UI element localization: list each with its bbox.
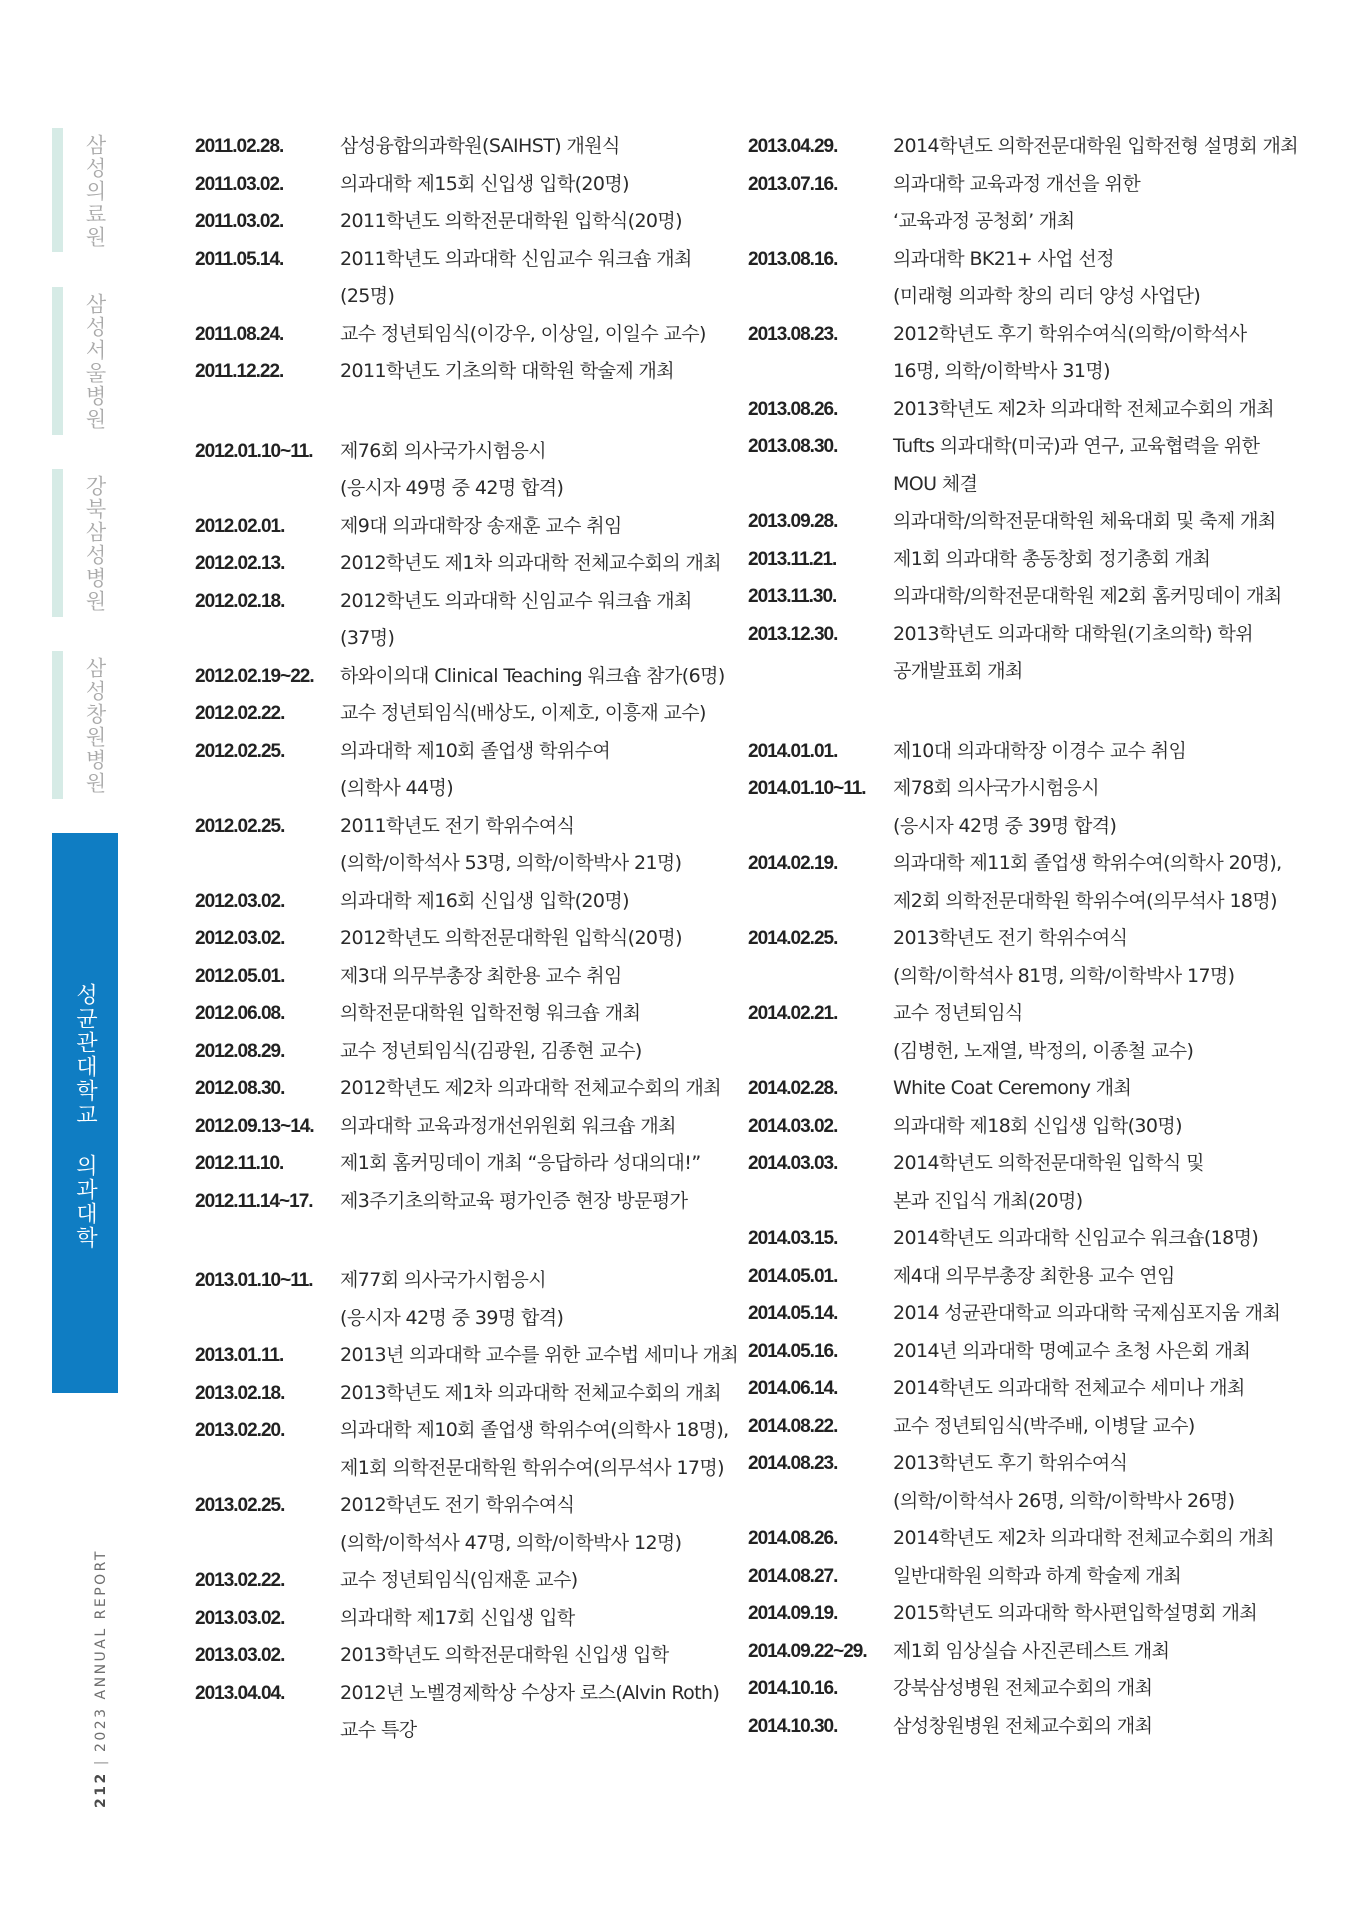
entry-line: (의학사 44명) — [340, 777, 454, 799]
timeline-entry — [195, 1637, 743, 1675]
entry-line: 제1회 임상실습 사진콘테스트 개최 — [893, 1639, 1170, 1662]
entry-date: 2014.02.21. — [748, 1003, 838, 1024]
entry-line: 2011학년도 기초의학 대학원 학술제 개최 — [340, 360, 675, 382]
entry-description — [893, 1370, 1288, 1408]
entry-line: 2012학년도 제2차 의과대학 전체교수회의 개최 — [340, 1077, 722, 1099]
entry-line: 교수 정년퇴임식(김광원, 김종현 교수) — [340, 1039, 642, 1062]
entry-line: 교수 정년퇴임식(이강우, 이상일, 이일수 교수) — [340, 322, 706, 345]
entry-date: 2013.11.30. — [748, 586, 837, 607]
entry-line: White Coat Ceremony 개최 — [893, 1077, 1132, 1099]
timeline-entry — [195, 733, 743, 808]
entry-description — [340, 1108, 743, 1146]
entry-description — [340, 695, 743, 733]
entry-line: 2012학년도 제1차 의과대학 전체교수회의 개최 — [340, 552, 722, 574]
entry-line: 2014학년도 의과대학 신임교수 워크숍(18명) — [893, 1227, 1259, 1249]
timeline-entry — [195, 545, 743, 583]
timeline-entry — [195, 883, 743, 921]
entry-date: 2012.03.02. — [195, 890, 285, 912]
timeline-entry — [195, 353, 743, 391]
entry-description — [893, 1108, 1288, 1146]
entry-line: 제78회 의사국가시험응시 — [893, 777, 1099, 799]
entry-description — [893, 845, 1288, 920]
entry-line: 2012학년도 의과대학 신임교수 워크숍 개최 — [340, 589, 692, 612]
sidebar-accent-bar — [52, 287, 63, 435]
entry-description — [340, 1262, 743, 1337]
entry-line: 제2회 의학전문대학원 학위수여(의무석사 18명) — [893, 889, 1277, 912]
entry-line: 의과대학/의학전문대학원 체육대회 및 축제 개최 — [893, 510, 1276, 532]
year-gap — [748, 691, 1288, 733]
entry-line: 2014학년도 제2차 의과대학 전체교수회의 개최 — [893, 1527, 1275, 1549]
entry-line: 의과대학/의학전문대학원 제2회 홈커밍데이 개최 — [893, 585, 1282, 607]
entry-description — [893, 128, 1298, 166]
entry-date: 2014.02.28. — [748, 1078, 838, 1099]
entry-line: (응시자 49명 중 42명 합격) — [340, 477, 564, 499]
entry-line: 2012년 노벨경제학상 수상자 로스(Alvin Roth) — [340, 1681, 720, 1704]
timeline-entry — [748, 1633, 1288, 1671]
sidebar-accent-bar — [52, 469, 63, 617]
entry-description — [893, 241, 1288, 316]
page-footer — [93, 1549, 109, 1808]
entry-date: 2011.03.02. — [195, 173, 284, 195]
timeline-entry — [748, 1558, 1288, 1596]
entry-date: 2014.08.27. — [748, 1565, 838, 1587]
entry-line: (김병헌, 노재열, 박정의, 이종철 교수) — [893, 1039, 1194, 1062]
entry-date: 2013.04.04. — [195, 1682, 285, 1704]
entry-description — [340, 658, 743, 696]
entry-description — [893, 1408, 1288, 1446]
sidebar-item-samsung-seoul-hospital[interactable] — [52, 287, 118, 435]
entry-line: 제9대 의과대학장 송재훈 교수 취임 — [340, 514, 622, 537]
entry-line: 제10대 의과대학장 이경수 교수 취임 — [893, 739, 1187, 762]
entry-date: 2013.08.26. — [748, 398, 838, 420]
entry-date: 2012.01.10~11. — [195, 440, 313, 462]
entry-description — [340, 1675, 743, 1750]
entry-date: 2013.08.23. — [748, 323, 838, 345]
entry-description — [893, 920, 1288, 995]
entry-line: 2011학년도 전기 학위수여식 — [340, 814, 575, 837]
entry-line: (미래형 의과학 창의 리더 양성 사업단) — [893, 285, 1201, 307]
entry-date: 2014.03.02. — [748, 1115, 838, 1137]
year-gap — [195, 391, 743, 433]
timeline-entry — [195, 1562, 743, 1600]
entry-date: 2011.12.22. — [195, 361, 284, 382]
entry-date: 2014.09.22~29. — [748, 1640, 867, 1662]
entry-date: 2012.02.01. — [195, 515, 285, 537]
entry-description — [340, 1562, 743, 1600]
entry-date: 2014.05.16. — [748, 1340, 838, 1362]
entry-line: 2013학년도 후기 학위수여식 — [893, 1452, 1128, 1474]
timeline-entry — [195, 1412, 743, 1487]
timeline-entry — [195, 995, 743, 1033]
timeline-entry — [748, 541, 1288, 579]
entry-date: 2013.08.30. — [748, 436, 838, 457]
entry-description — [893, 1633, 1288, 1671]
entry-line: (응시자 42명 중 39명 합격) — [893, 814, 1117, 837]
entry-line: 삼성융합의과학원(SAIHST) 개원식 — [340, 135, 620, 157]
timeline-entry — [195, 1337, 743, 1375]
entry-line: ‘교육과정 공청회’ 개최 — [893, 210, 1075, 232]
sidebar-accent-bar — [52, 128, 63, 252]
entry-date: 2013.02.20. — [195, 1420, 285, 1441]
entry-description — [893, 391, 1288, 429]
timeline-entry — [748, 316, 1288, 391]
entry-description — [340, 203, 743, 241]
entry-description — [340, 1070, 743, 1108]
timeline-entry — [748, 1145, 1288, 1220]
entry-line: 2015학년도 의과대학 학사편입학설명회 개최 — [893, 1602, 1258, 1624]
entry-date: 2012.02.13. — [195, 553, 285, 574]
sidebar-item-kangbuk-samsung-hospital[interactable] — [52, 469, 118, 617]
entry-date: 2014.05.14. — [748, 1303, 838, 1324]
entry-line: 제3주기초의학교육 평가인증 현장 방문평가 — [340, 1189, 688, 1212]
entry-description — [340, 733, 743, 808]
timeline-entry — [748, 1370, 1288, 1408]
entry-description — [893, 1295, 1288, 1333]
entry-description — [340, 1412, 743, 1487]
report-title: 2023 ANNUAL REPORT — [93, 1549, 109, 1753]
entry-line: 2014학년도 의학전문대학원 입학식 및 — [893, 1152, 1204, 1174]
timeline-entry — [195, 241, 743, 316]
sidebar-accent-bar — [52, 651, 63, 799]
entry-line: 의과대학 BK21+ 사업 선정 — [893, 247, 1114, 270]
entry-date: 2014.09.19. — [748, 1603, 838, 1624]
entry-date: 2011.02.28. — [195, 136, 284, 157]
sidebar-item-label: 삼성창원병원 — [83, 657, 107, 795]
timeline-entry — [195, 658, 743, 696]
entry-description — [893, 166, 1288, 241]
timeline-entry — [748, 920, 1288, 995]
timeline-entry — [748, 1220, 1288, 1258]
entry-line: (37명) — [340, 627, 395, 649]
entry-description — [893, 995, 1288, 1070]
entry-description — [340, 316, 743, 354]
sidebar-item-label: 삼성서울병원 — [83, 293, 107, 431]
entry-description — [893, 1220, 1288, 1258]
entry-date: 2011.03.02. — [195, 211, 284, 232]
entry-date: 2012.02.25. — [195, 740, 285, 762]
entry-date: 2014.10.16. — [748, 1678, 838, 1699]
entry-date: 2012.09.13~14. — [195, 1115, 314, 1137]
entry-date: 2014.05.01. — [748, 1265, 838, 1287]
entry-line: 의학전문대학원 입학전형 워크숍 개최 — [340, 1002, 641, 1024]
entry-line: 의과대학 교육과정 개선을 위한 — [893, 172, 1141, 195]
entry-description — [340, 1033, 743, 1071]
entry-description — [340, 583, 743, 658]
footer-separator: | — [93, 1758, 109, 1766]
entry-description — [340, 128, 743, 166]
entry-description — [340, 1600, 743, 1638]
timeline-entry — [748, 1520, 1288, 1558]
sidebar-item-label: 강북삼성병원 — [83, 475, 107, 613]
timeline-entry — [195, 203, 743, 241]
entry-line: (의학/이학석사 26명, 의학/이학박사 26명) — [893, 1489, 1235, 1512]
timeline-entry — [748, 1670, 1288, 1708]
timeline-entry — [195, 1262, 743, 1337]
entry-line: 제1회 홈커밍데이 개최 “응답하라 성대의대!” — [340, 1152, 701, 1174]
entry-description — [893, 503, 1288, 541]
timeline-entry — [748, 578, 1288, 616]
entry-date: 2014.10.30. — [748, 1715, 838, 1737]
timeline-entry — [195, 958, 743, 996]
year-gap — [195, 1220, 743, 1262]
entry-description — [893, 1070, 1288, 1108]
entry-description — [893, 578, 1288, 616]
entry-line: (의학/이학석사 47명, 의학/이학박사 12명) — [340, 1531, 682, 1554]
entry-date: 2011.08.24. — [195, 323, 284, 345]
timeline-entry — [748, 166, 1288, 241]
timeline-entry — [748, 995, 1288, 1070]
entry-line: 제4대 의무부총장 최한용 교수 연임 — [893, 1264, 1175, 1287]
entry-line: 의과대학 제10회 졸업생 학위수여(의학사 18명), — [340, 1419, 729, 1441]
entry-line: 교수 정년퇴임식(배상도, 이제호, 이흥재 교수) — [340, 702, 706, 724]
timeline-entry — [748, 1295, 1288, 1333]
entry-date: 2014.01.10~11. — [748, 778, 866, 799]
entry-line: 일반대학원 의학과 하계 학술제 개최 — [893, 1564, 1182, 1587]
entry-line: 2014학년도 의과대학 전체교수 세미나 개최 — [893, 1377, 1245, 1399]
entry-description — [893, 1445, 1288, 1520]
entry-description — [340, 883, 743, 921]
entry-description — [893, 541, 1288, 579]
entry-date: 2012.05.01. — [195, 965, 285, 987]
entry-description — [340, 958, 743, 996]
timeline-right-column — [748, 128, 1299, 1745]
entry-line: 제1회 의과대학 총동창회 정기총회 개최 — [893, 547, 1211, 570]
entry-date: 2014.08.22. — [748, 1415, 838, 1437]
entry-date: 2014.03.15. — [748, 1228, 838, 1249]
timeline-entry — [195, 695, 743, 733]
entry-date: 2014.06.14. — [748, 1378, 838, 1399]
entry-description — [340, 920, 743, 958]
entry-line: (25명) — [340, 285, 395, 307]
timeline-entry — [748, 1258, 1288, 1296]
entry-description — [340, 1487, 743, 1562]
entry-date: 2012.02.22. — [195, 703, 285, 724]
entry-date: 2013.07.16. — [748, 173, 838, 195]
entry-line: 의과대학 제11회 졸업생 학위수여(의학사 20명), — [893, 852, 1282, 874]
timeline-entry — [195, 1675, 743, 1750]
entry-date: 2014.03.03. — [748, 1153, 838, 1174]
entry-line: 2011학년도 의학전문대학원 입학식(20명) — [340, 210, 682, 232]
entry-line: 2013년 의과대학 교수를 위한 교수법 세미나 개최 — [340, 1344, 739, 1366]
entry-description — [340, 1637, 743, 1675]
entry-line: 교수 특강 — [340, 1719, 417, 1741]
entry-description — [340, 433, 743, 508]
timeline-left-column — [195, 128, 743, 1750]
entry-description — [893, 616, 1288, 691]
entry-description — [893, 1145, 1288, 1220]
timeline-entry — [195, 316, 743, 354]
timeline-entry — [195, 920, 743, 958]
entry-line: 2012학년도 전기 학위수여식 — [340, 1494, 575, 1516]
entry-line: 제1회 의학전문대학원 학위수여(의무석사 17명) — [340, 1456, 724, 1479]
entry-line: MOU 체결 — [893, 472, 978, 495]
timeline-entry — [748, 1708, 1288, 1746]
entry-date: 2012.08.29. — [195, 1040, 285, 1062]
timeline-entry — [195, 1487, 743, 1562]
entry-line: 의과대학 교육과정개선위원회 워크숍 개최 — [340, 1114, 676, 1137]
entry-date: 2013.11.21. — [748, 548, 837, 570]
page-number: 212 — [93, 1771, 109, 1808]
entry-line: 공개발표회 개최 — [893, 660, 1023, 682]
entry-description — [340, 1145, 743, 1183]
timeline-entry — [195, 1375, 743, 1413]
entry-line: 2014년 의과대학 명예교수 초청 사은회 개최 — [893, 1339, 1251, 1362]
entry-line: 2012학년도 후기 학위수여식(의학/이학석사 — [893, 322, 1247, 345]
entry-date: 2013.01.11. — [195, 1345, 284, 1366]
entry-description — [340, 808, 743, 883]
timeline-entry — [195, 1108, 743, 1146]
entry-date: 2013.02.25. — [195, 1495, 285, 1516]
entry-description — [340, 353, 743, 391]
entry-line: 교수 정년퇴임식 — [893, 1002, 1023, 1024]
timeline-entry — [195, 508, 743, 546]
entry-description — [893, 770, 1288, 845]
timeline-entry — [748, 241, 1288, 316]
timeline-entry — [195, 808, 743, 883]
entry-line: (응시자 42명 중 39명 합격) — [340, 1306, 564, 1329]
entry-date: 2014.02.25. — [748, 928, 838, 949]
entry-date: 2013.08.16. — [748, 248, 838, 270]
entry-date: 2012.11.10. — [195, 1153, 284, 1174]
entry-line: 2014학년도 의학전문대학원 입학전형 설명회 개최 — [893, 135, 1299, 157]
entry-line: 의과대학 제18회 신입생 입학(30명) — [893, 1114, 1182, 1137]
entry-line: 2013학년도 전기 학위수여식 — [893, 927, 1128, 949]
sidebar-item-label: 성균관대학교 의과대학 — [72, 983, 98, 1250]
entry-line: 2012학년도 의학전문대학원 입학식(20명) — [340, 927, 682, 949]
timeline-entry — [195, 1600, 743, 1638]
entry-date: 2014.08.26. — [748, 1528, 838, 1549]
entry-date: 2014.02.19. — [748, 853, 838, 874]
entry-description — [340, 166, 743, 204]
entry-description — [340, 995, 743, 1033]
entry-line: 하와이의대 Clinical Teaching 워크숍 참가(6명) — [340, 664, 725, 687]
timeline-entry — [748, 391, 1288, 429]
timeline-entry — [195, 1033, 743, 1071]
timeline-entry — [748, 1595, 1288, 1633]
timeline-entry — [195, 128, 743, 166]
entry-date: 2013.02.18. — [195, 1382, 285, 1404]
sidebar-item-skku-medicine[interactable] — [52, 833, 118, 1393]
timeline-entry — [195, 166, 743, 204]
entry-date: 2013.01.10~11. — [195, 1270, 313, 1291]
entry-description — [893, 733, 1288, 771]
entry-description — [340, 1375, 743, 1413]
entry-date: 2013.03.02. — [195, 1607, 285, 1629]
entry-description — [340, 1183, 743, 1221]
entry-description — [893, 316, 1288, 391]
timeline-entry — [748, 770, 1288, 845]
entry-line: 본과 진입식 개최(20명) — [893, 1189, 1083, 1212]
timeline-entry — [748, 1333, 1288, 1371]
timeline-entry — [748, 733, 1288, 771]
entry-description — [893, 1595, 1288, 1633]
timeline-entry — [195, 1070, 743, 1108]
sidebar-item-label: 삼성의료원 — [83, 134, 107, 249]
entry-line: 삼성창원병원 전체교수회의 개최 — [893, 1714, 1153, 1737]
entry-line: 의과대학 제17회 신입생 입학 — [340, 1606, 575, 1629]
entry-date: 2012.08.30. — [195, 1078, 285, 1099]
entry-description — [340, 1337, 743, 1375]
timeline-entry — [195, 583, 743, 658]
timeline-entry — [748, 1070, 1288, 1108]
entry-description — [893, 1333, 1288, 1371]
entry-date: 2014.08.23. — [748, 1453, 838, 1474]
entry-line: (의학/이학석사 81명, 의학/이학박사 17명) — [893, 964, 1235, 987]
entry-description — [340, 241, 743, 316]
entry-description — [893, 428, 1288, 503]
entry-description — [340, 545, 743, 583]
timeline-entry — [195, 433, 743, 508]
timeline-entry — [748, 616, 1288, 691]
entry-line: 2013학년도 의학전문대학원 신입생 입학 — [340, 1644, 669, 1666]
entry-description — [893, 1558, 1288, 1596]
entry-line: 제77회 의사국가시험응시 — [340, 1269, 546, 1291]
entry-description — [893, 1520, 1288, 1558]
entry-description — [893, 1258, 1288, 1296]
entry-line: 강북삼성병원 전체교수회의 개최 — [893, 1677, 1153, 1699]
entry-date: 2013.04.29. — [748, 136, 838, 157]
timeline-entry — [748, 128, 1299, 166]
sidebar-item-samsung-medical-center[interactable] — [52, 128, 118, 252]
sidebar-item-samsung-changwon-hospital[interactable] — [52, 651, 118, 799]
entry-date: 2011.05.14. — [195, 248, 284, 270]
entry-line: 2013학년도 제2차 의과대학 전체교수회의 개최 — [893, 397, 1275, 420]
entry-date: 2012.02.25. — [195, 815, 285, 837]
entry-line: 2014 성균관대학교 의과대학 국제심포지움 개최 — [893, 1302, 1281, 1324]
entry-date: 2012.03.02. — [195, 928, 285, 949]
timeline-entry — [748, 1445, 1288, 1520]
entry-date: 2012.11.14~17. — [195, 1190, 313, 1212]
timeline-entry — [195, 1183, 743, 1221]
entry-date: 2013.09.28. — [748, 511, 838, 532]
entry-line: 2013학년도 의과대학 대학원(기초의학) 학위 — [893, 622, 1253, 645]
entry-description — [893, 1708, 1288, 1746]
timeline-entry — [748, 1108, 1288, 1146]
entry-line: 2011학년도 의과대학 신임교수 워크숍 개최 — [340, 247, 692, 270]
entry-line: 의과대학 제10회 졸업생 학위수여 — [340, 739, 611, 762]
entry-line: 2013학년도 제1차 의과대학 전체교수회의 개최 — [340, 1381, 722, 1404]
entry-line: (의학/이학석사 53명, 의학/이학박사 21명) — [340, 852, 682, 874]
entry-line: 의과대학 제15회 신입생 입학(20명) — [340, 172, 629, 195]
timeline-entry — [748, 503, 1288, 541]
entry-description — [893, 1670, 1288, 1708]
timeline-entry — [748, 1408, 1288, 1446]
entry-date: 2013.03.02. — [195, 1645, 285, 1666]
entry-date: 2012.02.18. — [195, 590, 285, 612]
timeline-entry — [195, 1145, 743, 1183]
entry-line: 16명, 의학/이학박사 31명) — [893, 360, 1110, 382]
entry-date: 2012.02.19~22. — [195, 665, 314, 687]
entry-date: 2012.06.08. — [195, 1003, 285, 1024]
entry-line: 의과대학 제16회 신입생 입학(20명) — [340, 889, 629, 912]
entry-date: 2014.01.01. — [748, 740, 838, 762]
entry-line: Tufts 의과대학(미국)과 연구, 교육협력을 위한 — [893, 435, 1260, 457]
entry-date: 2013.02.22. — [195, 1570, 285, 1591]
entry-line: 제3대 의무부총장 최한용 교수 취임 — [340, 964, 622, 987]
entry-line: 교수 정년퇴임식(박주배, 이병달 교수) — [893, 1414, 1195, 1437]
entry-line: 교수 정년퇴임식(임재훈 교수) — [340, 1569, 578, 1591]
timeline-entry — [748, 845, 1288, 920]
entry-description — [340, 508, 743, 546]
entry-line: 제76회 의사국가시험응시 — [340, 439, 546, 462]
timeline-entry — [748, 428, 1288, 503]
entry-date: 2013.12.30. — [748, 623, 838, 645]
